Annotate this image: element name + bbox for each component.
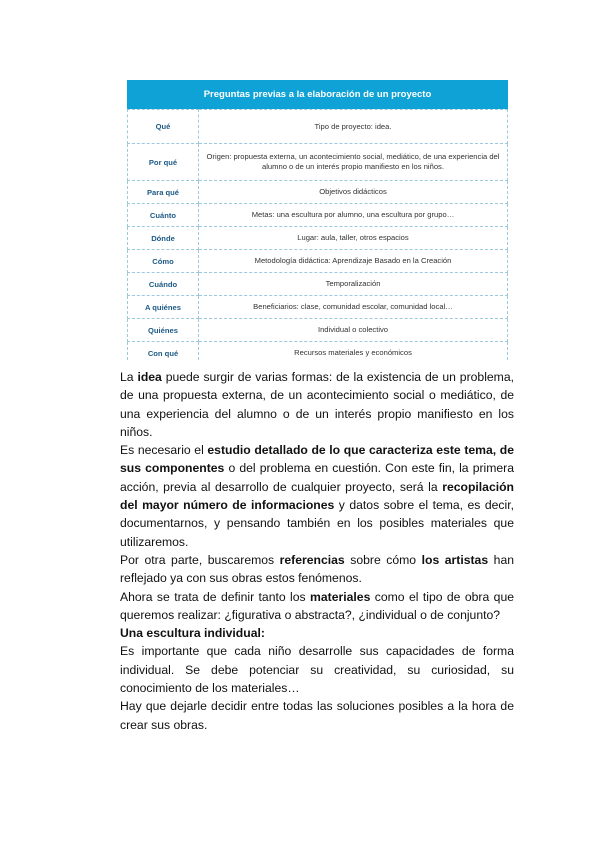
text-run: sobre cómo	[344, 552, 422, 567]
table-row	[128, 319, 508, 342]
text-run: han reflejado ya con sus obras estos fenómenos.	[120, 552, 514, 586]
paragraph-individual: Es importante que cada niño desarrolle sus capacidades de forma individual. Se debe potenciar su creatividad, su curiosidad, su conocimiento de los materiales…	[120, 644, 514, 696]
paragraph-references	[120, 551, 514, 588]
table-row	[128, 144, 508, 181]
paragraph-decide: Hay que dejarle decidir entre todas las soluciones posibles a la hora de crear sus obras.	[120, 699, 514, 732]
table-row	[128, 342, 508, 361]
question-cell: Qué	[128, 110, 199, 144]
text-run: La	[120, 370, 138, 384]
bold-run: referencias	[279, 552, 345, 567]
answer-cell: Tipo de proyecto: idea.	[199, 110, 508, 144]
paragraph-idea	[120, 368, 514, 441]
text-run: como el tipo de obra que queremos realizar: ¿figurativa o abstracta?, ¿individual o de conjunto?	[120, 589, 514, 622]
table-row	[128, 181, 508, 204]
section-heading	[120, 624, 514, 642]
question-cell: Dónde	[128, 227, 199, 250]
answer-cell: Objetivos didácticos	[199, 181, 508, 204]
question-cell: Con qué	[128, 342, 199, 361]
questions-grid	[127, 109, 508, 360]
text-run: Ahora se trata de definir tanto los	[120, 589, 311, 604]
bold-run: estudio detallado de lo que caracteriza este tema, de sus componentes	[120, 443, 514, 476]
questions-table	[127, 80, 508, 360]
table-row	[128, 296, 508, 319]
answer-cell: Beneficiarios: clase, comunidad escolar, comunidad local…	[199, 296, 508, 319]
table-row	[128, 204, 508, 227]
paragraph-materials	[120, 588, 514, 625]
question-cell: Cómo	[128, 250, 199, 273]
text-run: Es necesario el	[120, 443, 208, 458]
question-cell: Por qué	[128, 144, 199, 181]
table-row	[128, 110, 508, 144]
bold-run: los artistas	[421, 552, 489, 567]
table-row	[128, 273, 508, 296]
question-cell: A quiénes	[128, 296, 199, 319]
answer-cell: Recursos materiales y económicos	[199, 342, 508, 361]
text-run: Por otra parte, buscaremos	[120, 552, 280, 567]
text-run: puede surgir de varias formas: de la existencia de un problema, de una propuesta externa, de un acontecimiento social o mediático, de una experiencia del alumno o de un interés propio manifiesto en los niños.	[120, 370, 514, 439]
question-cell: Quiénes	[128, 319, 199, 342]
table-row	[128, 250, 508, 273]
answer-cell: Lugar: aula, taller, otros espacios	[199, 227, 508, 250]
question-cell: Para qué	[128, 181, 199, 204]
body-text	[120, 368, 514, 734]
question-cell: Cuándo	[128, 273, 199, 296]
answer-cell: Temporalización	[199, 273, 508, 296]
answer-cell: Metodología didáctica: Aprendizaje Basado en la Creación	[199, 250, 508, 273]
heading-text: Una escultura individual:	[120, 626, 265, 641]
answer-cell: Origen: propuesta externa, un acontecimiento social, mediático, de una experiencia del alumno o de un interés propio manifiesto en los niños.	[199, 144, 508, 181]
bold-run: idea	[137, 370, 162, 384]
answer-cell: Individual o colectivo	[199, 319, 508, 342]
text-run: y datos sobre el tema, es decir, documentarnos, y pensando también en los posibles materiales que utilizaremos.	[120, 498, 514, 549]
table-title: Preguntas previas a la elaboración de un proyecto	[127, 80, 508, 109]
bold-run: recopilación del mayor número de informaciones	[120, 479, 514, 513]
text-run: o del problema en cuestión. Con este fin, la primera acción, previa al desarrollo de cualquier proyecto, será la	[120, 461, 514, 494]
bold-run: materiales	[310, 589, 371, 604]
table-row	[128, 227, 508, 250]
paragraph-study	[120, 441, 514, 551]
answer-cell: Metas: una escultura por alumno, una escultura por grupo…	[199, 204, 508, 227]
question-cell: Cuánto	[128, 204, 199, 227]
